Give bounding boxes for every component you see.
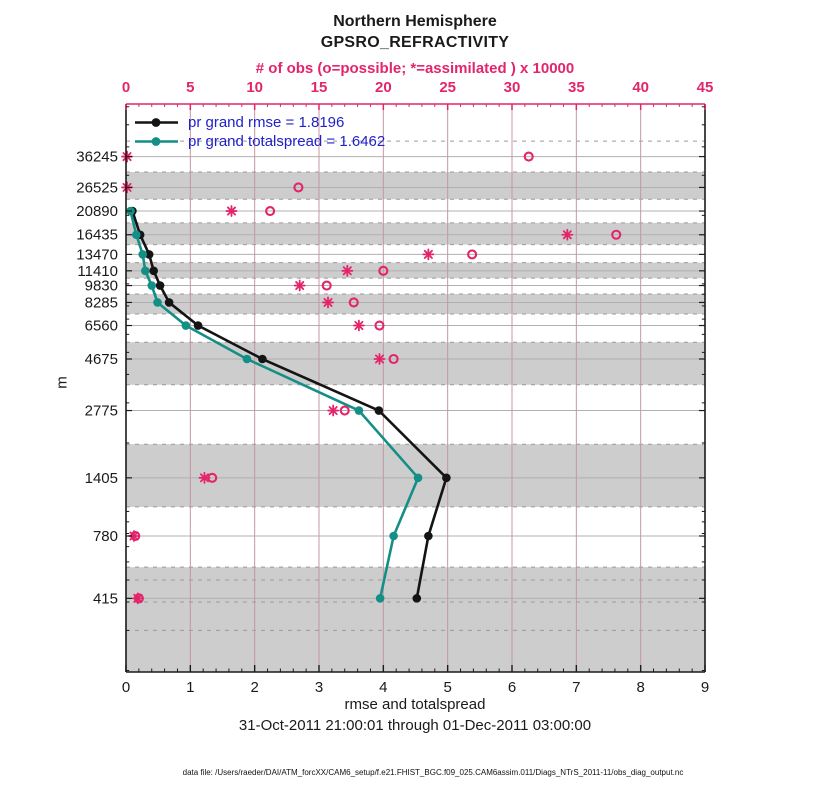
plot-title-region: Northern Hemisphere [333, 13, 497, 30]
assimilated-obs-marker [323, 297, 333, 307]
top-axis-tick-label: 10 [246, 79, 264, 96]
y-axis-tick-label: 780 [92, 527, 118, 545]
assimilated-obs-marker [342, 266, 352, 276]
rmse-point [149, 267, 158, 276]
y-axis-tick-label: 36245 [76, 148, 118, 166]
legend-label-totalspread: pr grand totalspread = 1.6462 [188, 133, 386, 150]
bottom-axis-tick-label: 0 [121, 679, 131, 696]
top-axis-tick-label: 35 [567, 79, 585, 96]
plot-title-variable: GPSRO_REFRACTIVITY [320, 34, 510, 51]
bottom-axis-tick-label: 9 [700, 679, 710, 696]
x-axis-label: rmse and totalspread [344, 696, 486, 713]
time-range-caption: 31-Oct-2011 21:00:01 through 01-Dec-2011 03:00:00 [238, 717, 592, 734]
bottom-axis-tick-label: 7 [572, 679, 581, 696]
legend-item-rmse [133, 113, 385, 132]
assimilated-obs-marker [423, 249, 433, 259]
top-axis-tick-label: 0 [121, 79, 131, 96]
totalspread-point [355, 406, 364, 415]
assimilated-obs-marker [227, 206, 237, 216]
bottom-axis-tick-label: 2 [250, 679, 259, 696]
top-axis-tick-label: 15 [310, 79, 328, 96]
top-axis-tick-label: 20 [374, 79, 392, 96]
assimilated-obs-marker [133, 593, 143, 603]
rmse-point [442, 474, 451, 483]
shaded-band [126, 294, 705, 314]
bottom-axis-tick-label: 3 [314, 679, 324, 696]
assimilated-obs-marker [199, 473, 209, 483]
shaded-band [126, 342, 705, 385]
bottom-axis-tick-label: 5 [443, 679, 452, 696]
totalspread-point [147, 281, 156, 290]
y-axis-tick-label: 20890 [76, 203, 118, 221]
totalspread-point [141, 267, 150, 276]
shaded-band [126, 172, 705, 199]
shaded-band [126, 567, 705, 672]
bottom-axis-tick-label: 1 [186, 679, 195, 696]
top-axis-label: # of obs (o=possible; *=assimilated ) x 10000 [255, 60, 575, 77]
rmse-point [424, 532, 433, 541]
y-axis-tick-label: 13470 [76, 246, 118, 264]
assimilated-obs-marker [354, 321, 364, 331]
y-axis-tick-label: 6560 [84, 317, 118, 335]
totalspread-point [132, 230, 141, 239]
totalspread-point [182, 321, 191, 330]
y-axis-tick-label: 16435 [76, 226, 118, 244]
y-axis-tick-label: 8285 [84, 294, 118, 312]
shaded-band [126, 223, 705, 245]
y-axis-tick-label: 11410 [77, 262, 118, 280]
plot-area [76, 79, 714, 696]
top-axis-tick-label: 40 [632, 79, 650, 96]
totalspread-point [138, 250, 147, 259]
totalspread-point [153, 298, 162, 307]
bottom-axis-tick-label: 6 [507, 679, 517, 696]
totalspread-point [414, 474, 423, 483]
assimilated-obs-marker [562, 230, 572, 240]
totalspread-point [376, 594, 385, 603]
bottom-axis-tick-label: 4 [379, 679, 388, 696]
rmse-line-sample [133, 117, 181, 128]
legend-item-totalspread [133, 132, 385, 151]
y-axis-tick-label: 9830 [84, 277, 118, 295]
rmse-point [412, 594, 421, 603]
rmse-point [375, 406, 384, 415]
assimilated-obs-marker [328, 406, 338, 416]
top-axis-tick-label: 45 [696, 79, 714, 96]
rmse-point [165, 298, 174, 307]
y-axis-tick-label: 2775 [84, 402, 118, 420]
legend [133, 113, 385, 151]
top-axis-tick-label: 5 [186, 79, 195, 96]
y-axis-label: m [53, 376, 71, 389]
data-file-path: data file: /Users/raeder/DAI/ATM_forcXX/CAM6_setup/f.e21.FHIST_BGC.f09_025.CAM6assim.011/Diags_NTrS_2011-11/obs_diag_output.nc [182, 768, 684, 777]
legend-label-rmse: pr grand rmse = 1.8196 [188, 114, 345, 131]
y-axis-tick-label: 1405 [84, 469, 118, 487]
top-axis-tick-label: 30 [503, 79, 521, 96]
totalspread-point [243, 355, 252, 364]
top-axis-tick-label: 25 [439, 79, 457, 96]
assimilated-obs-marker [295, 281, 305, 291]
bottom-axis-tick-label: 8 [636, 679, 645, 696]
y-axis-tick-label: 415 [92, 590, 118, 608]
rmse-point [194, 321, 203, 330]
totalspread-line-sample [133, 136, 181, 147]
rmse-point [258, 355, 267, 364]
assimilated-obs-marker [374, 354, 384, 364]
totalspread-point [389, 532, 398, 541]
rmse-point [156, 281, 165, 290]
y-axis-tick-label: 26525 [76, 179, 118, 197]
y-axis-tick-label: 4675 [84, 351, 118, 369]
